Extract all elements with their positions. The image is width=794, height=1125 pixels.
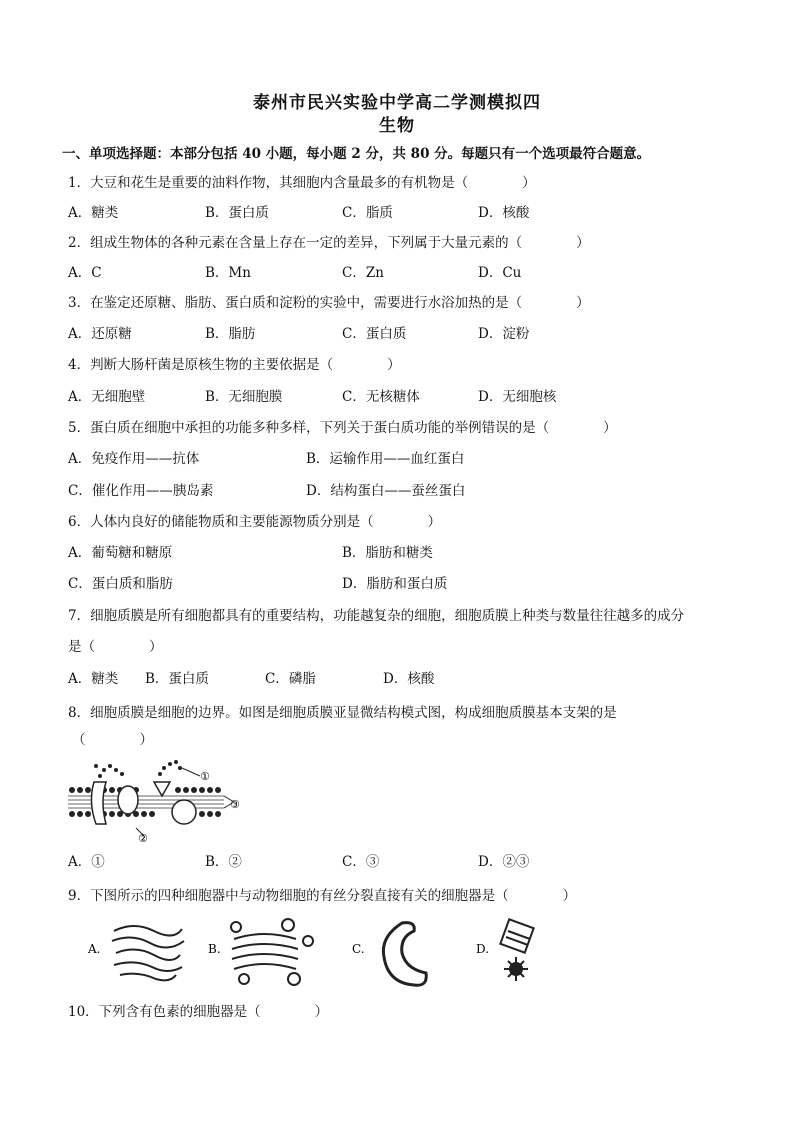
exam-title: 泰州市民兴实验中学高二学测模拟四 bbox=[253, 93, 541, 113]
q3-option-c: C．蛋白质 bbox=[342, 326, 407, 342]
question-7-stem: 7．细胞质膜是所有细胞都具有的重要结构，功能越复杂的细胞，细胞质膜上种类与数量往往越多的成分 bbox=[68, 608, 685, 624]
er-icon bbox=[112, 926, 184, 980]
q6-option-c: C．蛋白质和脂肪 bbox=[68, 576, 173, 592]
q6-option-d: D．脂肪和蛋白质 bbox=[342, 576, 448, 592]
q7-option-a: A．糖类 bbox=[68, 671, 119, 687]
question-10-stem: 10．下列含有色素的细胞器是（ ） bbox=[68, 1004, 329, 1020]
q5-option-a: A．免疫作用——抗体 bbox=[68, 451, 200, 467]
question-8-stem: 8．细胞质膜是细胞的边界。如图是细胞质膜亚显微结构模式图，构成细胞质膜基本支架的是 bbox=[68, 705, 617, 721]
q5-option-d: D．结构蛋白——蚕丝蛋白 bbox=[306, 483, 466, 499]
organelle-label-a: A. bbox=[88, 942, 101, 956]
label-2: ② bbox=[138, 832, 148, 842]
golgi-icon bbox=[231, 919, 313, 985]
q6-option-a: A．葡萄糖和糖原 bbox=[68, 545, 173, 561]
q3-option-a: A．还原糖 bbox=[68, 326, 132, 342]
q7-option-b: B．蛋白质 bbox=[145, 671, 209, 687]
q6-option-b: B．脂肪和糖类 bbox=[342, 545, 433, 561]
question-3-stem: 3．在鉴定还原糖、脂肪、蛋白质和淀粉的实验中，需要进行水浴加热的是（ ） bbox=[68, 295, 590, 311]
q1-option-d: D．核酸 bbox=[478, 205, 530, 221]
organelle-label-b: B. bbox=[208, 942, 221, 956]
q1-option-c: C．脂质 bbox=[342, 205, 393, 221]
question-9-stem: 9．下图所示的四种细胞器中与动物细胞的有丝分裂直接有关的细胞器是（ ） bbox=[68, 888, 577, 904]
q5-option-b: B．运输作用——血红蛋白 bbox=[306, 451, 465, 467]
q8-option-b: B．② bbox=[205, 854, 242, 870]
question-4-stem: 4．判断大肠杆菌是原核生物的主要依据是（ ） bbox=[68, 357, 401, 373]
q7-option-c: C．磷脂 bbox=[265, 671, 316, 687]
q7-option-d: D．核酸 bbox=[383, 671, 435, 687]
q8-option-a: A．① bbox=[68, 854, 105, 870]
label-1: ① bbox=[200, 770, 210, 783]
organelle-label-d: D. bbox=[476, 942, 490, 956]
question-2-stem: 2．组成生物体的各种元素在含量上存在一定的差异，下列属于大量元素的（ ） bbox=[68, 235, 590, 251]
q4-option-b: B．无细胞膜 bbox=[205, 389, 283, 405]
label-3: ③ bbox=[230, 798, 240, 811]
cell-membrane-diagram bbox=[66, 752, 246, 842]
q3-option-b: B．脂肪 bbox=[205, 326, 256, 342]
q4-option-a: A．无细胞壁 bbox=[68, 389, 146, 405]
q1-option-a: A．糖类 bbox=[68, 205, 119, 221]
q8-option-c: C．③ bbox=[342, 854, 380, 870]
q2-option-c: C．Zn bbox=[342, 265, 384, 281]
question-7-stem-cont: 是（ ） bbox=[68, 639, 163, 655]
question-1-stem: 1．大豆和花生是重要的油料作物，其细胞内含量最多的有机物是（ ） bbox=[68, 175, 536, 191]
q5-option-c: C．催化作用——胰岛素 bbox=[68, 483, 214, 499]
q2-option-d: D．Cu bbox=[478, 265, 522, 281]
q1-option-b: B．蛋白质 bbox=[205, 205, 269, 221]
q8-option-d: D．②③ bbox=[478, 854, 530, 870]
q2-option-a: A．C bbox=[68, 265, 102, 281]
centrosome-icon bbox=[500, 919, 533, 981]
question-6-stem: 6．人体内良好的储能物质和主要能源物质分别是（ ） bbox=[68, 514, 442, 530]
organelle-label-c: C. bbox=[352, 942, 365, 956]
section-heading: 一、单项选择题：本部分包括 40 小题，每小题 2 分，共 80 分。每题只有一个选项最符合题意。 bbox=[62, 146, 651, 162]
question-8-stem-cont: （ ） bbox=[72, 732, 153, 748]
q3-option-d: D．淀粉 bbox=[478, 326, 530, 342]
exam-subject: 生物 bbox=[379, 116, 415, 136]
q2-option-b: B．Mn bbox=[205, 265, 251, 281]
q4-option-c: C．无核糖体 bbox=[342, 389, 420, 405]
mitochondrion-icon bbox=[383, 923, 426, 986]
question-5-stem: 5．蛋白质在细胞中承担的功能多种多样，下列关于蛋白质功能的举例错误的是（ ） bbox=[68, 420, 617, 436]
q4-option-d: D．无细胞核 bbox=[478, 389, 557, 405]
organelles-figure bbox=[84, 913, 544, 993]
